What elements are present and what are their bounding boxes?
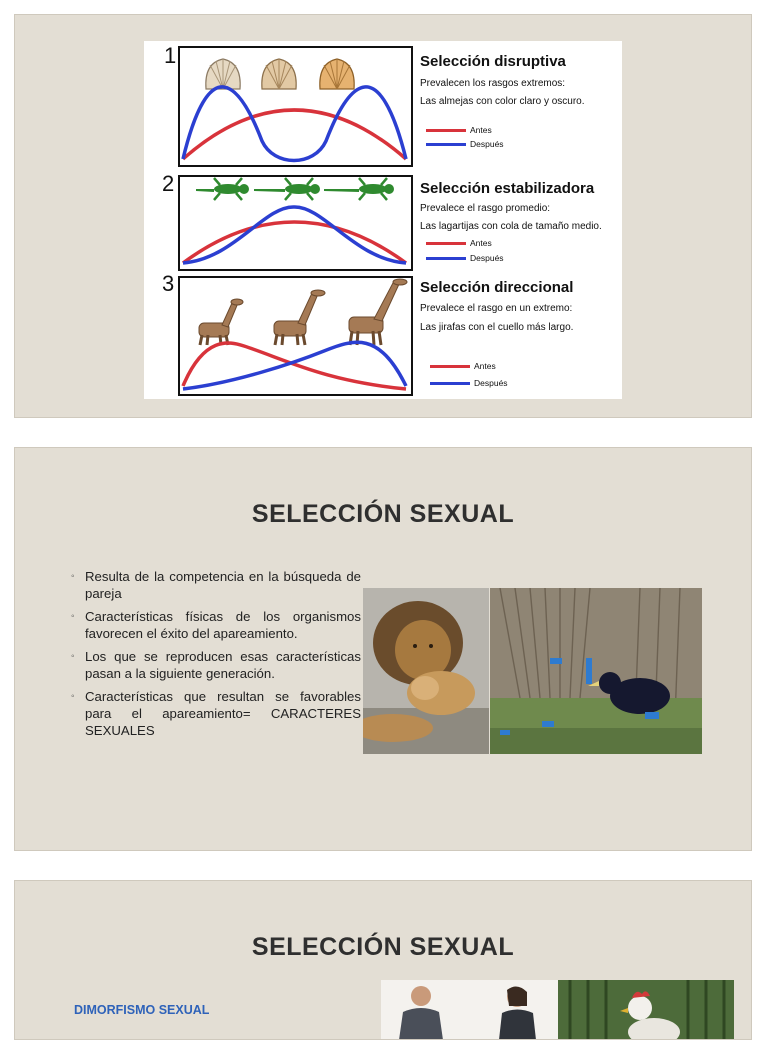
slide-natural-selection-types	[14, 14, 752, 418]
bullet-list	[71, 568, 361, 745]
selection-types-figure	[144, 41, 622, 399]
list-item: ◦ Características que resultan se favorables para el apareamiento= CARACTERES SEXUALES	[71, 689, 361, 738]
lion-pair-photo	[363, 588, 489, 754]
list-item: ◦ Resulta de la competencia en la búsqueda de pareja	[71, 569, 361, 601]
slide-title: SELECCIÓN SEXUAL	[251, 500, 515, 528]
panel-2-legend-before: Antes	[426, 238, 492, 248]
panel-2-number: 2	[162, 171, 175, 196]
panel-3-line2: Las jirafas con el cuello más largo.	[420, 322, 574, 333]
bullet-icon: ◦	[71, 651, 75, 662]
bullet-icon: ◦	[71, 691, 75, 702]
panel-3-number: 3	[162, 271, 175, 296]
slide-sexual-dimorphism	[14, 880, 752, 1040]
man-woman-photo	[381, 980, 559, 1040]
panel-1-number: 1	[164, 43, 177, 68]
panel-2-line2: Las lagartijas con cola de tamaño medio.	[420, 221, 602, 232]
list-item: ◦ Características físicas de los organismos favorecen el éxito del apareamiento.	[71, 609, 361, 641]
panel-2-title: Selección estabilizadora	[420, 180, 595, 197]
panel-3-title: Selección direccional	[420, 279, 574, 296]
panel-2-line1: Prevalece el rasgo promedio:	[420, 203, 551, 214]
bullet-icon: ◦	[71, 571, 75, 582]
panel-2-legend-after: Después	[426, 253, 504, 263]
list-item: ◦ Los que se reproducen esas características pasan a la siguiente generación.	[71, 649, 361, 681]
panel-1-line2: Las almejas con color claro y oscuro.	[420, 96, 585, 107]
panel-3-line1: Prevalece el rasgo en un extremo:	[420, 303, 573, 314]
panel-1-legend-after: Después	[426, 139, 504, 149]
slide-sexual-selection	[14, 447, 752, 851]
panel-3-legend-after: Después	[430, 378, 508, 388]
panel-1-line1: Prevalecen los rasgos extremos:	[420, 78, 566, 89]
panel-1-legend-before: Antes	[426, 125, 492, 135]
slide-title: SELECCIÓN SEXUAL	[251, 933, 515, 961]
rooster-photo	[558, 980, 734, 1040]
panel-3-legend-before: Antes	[430, 361, 496, 371]
panel-1-title: Selección disruptiva	[420, 53, 566, 70]
section-heading: DIMORFISMO SEXUAL	[74, 1003, 210, 1017]
bullet-icon: ◦	[71, 611, 75, 622]
bowerbird-photo	[490, 588, 702, 754]
selection-diagram	[144, 41, 622, 399]
